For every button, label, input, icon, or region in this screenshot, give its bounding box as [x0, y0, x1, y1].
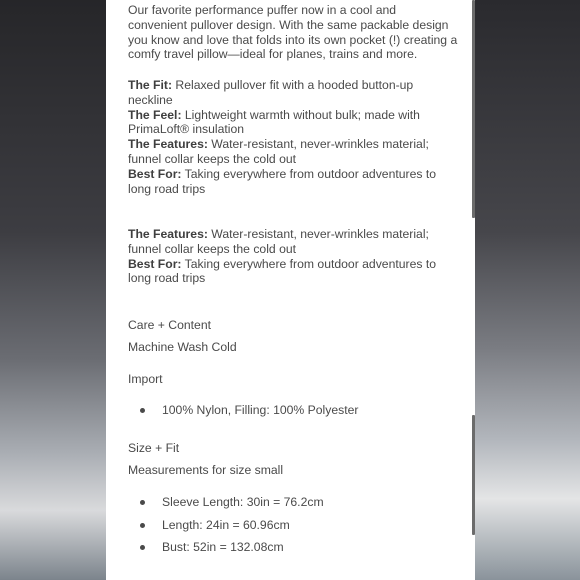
background-left [0, 0, 106, 580]
list-item: 100% Nylon, Filling: 100% Polyester [128, 403, 458, 426]
detail-label: Best For: [128, 166, 182, 181]
measurements-list [128, 495, 458, 563]
detail-label: Best For: [128, 256, 182, 271]
scrollbar-lower[interactable] [472, 415, 475, 535]
care-heading: Care + Content [128, 318, 211, 332]
detail-feel [128, 108, 458, 138]
detail-features [128, 227, 458, 257]
detail-text: Lightweight warmth without bulk; made with PrimaLoft® insulation [128, 107, 420, 137]
size-subheading: Measurements for size small [128, 463, 284, 477]
details-block-1 [128, 78, 458, 196]
detail-fit [128, 78, 458, 108]
detail-text: Taking everywhere from outdoor adventures to long road trips [128, 256, 436, 286]
detail-text: Water-resistant, never-wrinkles material; funnel collar keeps the cold out [128, 137, 429, 166]
detail-label: The Features: [128, 227, 208, 241]
size-heading: Size + Fit [128, 441, 180, 455]
detail-label: The Fit: [128, 78, 173, 92]
wash-instructions: Machine Wash Cold [128, 340, 237, 354]
intro-paragraph: Our favorite performance puffer now in a cool and convenient pullover design. With the same packable design you know and love that folds into its own pocket (!) creating a comfy travel pillow—ideal for planes, trains and more. [128, 3, 458, 62]
list-item: Sleeve Length: 30in = 76.2cm [128, 495, 458, 518]
scrollbar-upper[interactable] [472, 0, 475, 218]
materials-list [128, 403, 458, 426]
detail-text: Relaxed pullover fit with a hooded button-up neckline [128, 78, 414, 107]
detail-best-for [128, 257, 458, 287]
detail-label: The Feel: [128, 107, 182, 122]
details-block-2 [128, 227, 458, 286]
detail-text: Taking everywhere from outdoor adventures to long road trips [128, 166, 436, 196]
list-item: Bust: 52in = 132.08cm [128, 540, 458, 563]
detail-label: The Features: [128, 137, 208, 152]
product-description-panel[interactable] [106, 0, 475, 580]
background-right [474, 0, 580, 580]
detail-text: Water-resistant, never-wrinkles material; funnel collar keeps the cold out [128, 227, 429, 256]
detail-features [128, 137, 458, 167]
list-item: Length: 24in = 60.96cm [128, 518, 458, 541]
import-label: Import [128, 372, 163, 386]
detail-best-for [128, 167, 458, 197]
